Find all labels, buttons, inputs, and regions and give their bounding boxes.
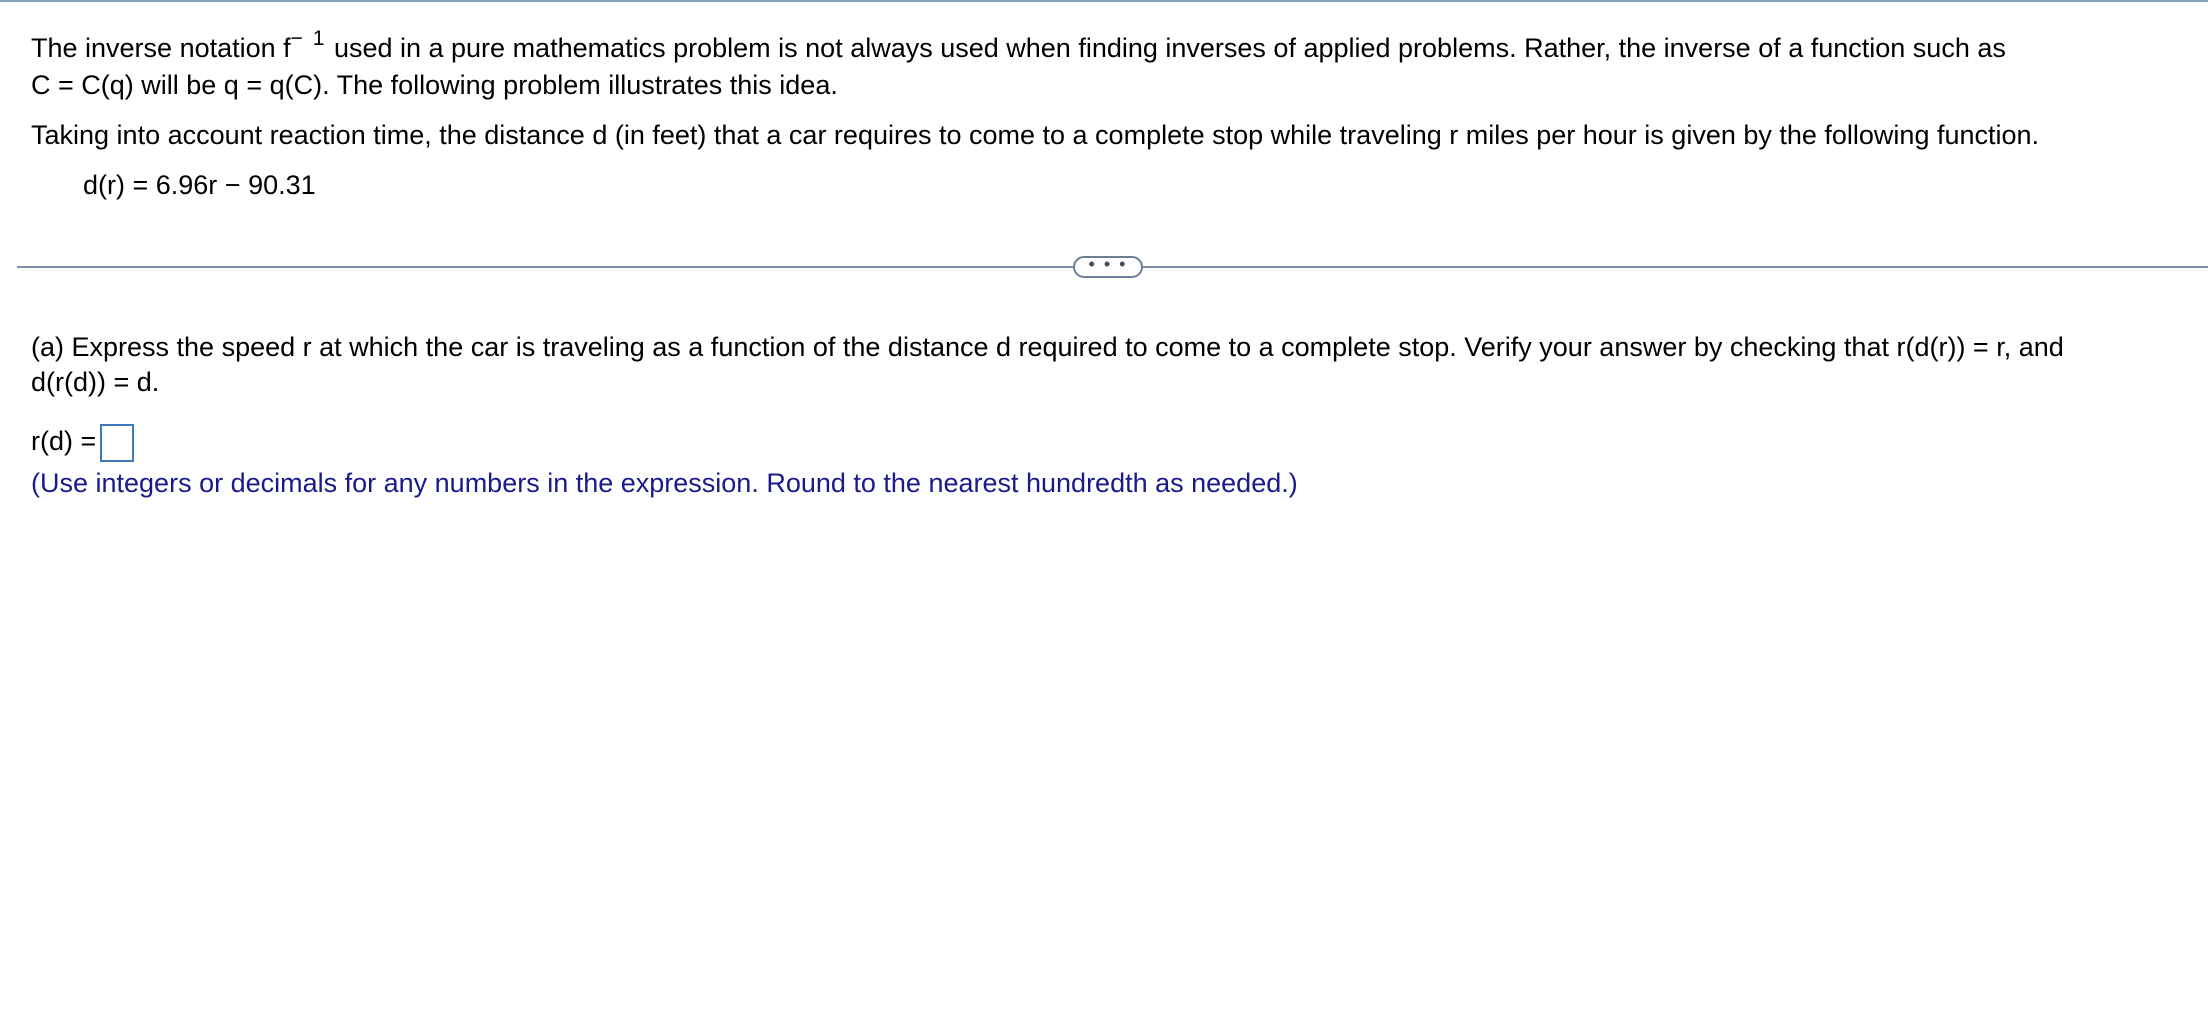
problem-statement: Taking into account reaction time, the distance d (in feet) that a car requires to come to a complete stop while traveling r miles per hour is given by the following function. — [31, 120, 2040, 150]
expand-more-button[interactable]: • • • — [1073, 256, 1143, 278]
top-border — [0, 0, 2208, 2]
intro-line-2: C = C(q) will be q = q(C). The following problem illustrates this idea. — [31, 70, 838, 100]
part-a-line-1: (a) Express the speed r at which the car is traveling as a function of the distance d required to come to a complete stop. Verify your answer by checking that r(d(r)) = r, and — [31, 332, 2064, 362]
answer-label: r(d) = — [31, 426, 97, 456]
inverse-superscript: − 1 — [290, 27, 327, 50]
answer-row — [31, 421, 134, 462]
answer-hint: (Use integers or decimals for any numbers in the expression. Round to the nearest hundredth as needed.) — [31, 468, 1298, 498]
part-a-question — [31, 330, 2064, 400]
intro-text-start: The inverse notation f — [31, 33, 291, 63]
part-a-line-2: d(r(d)) = d. — [31, 367, 160, 397]
distance-function: d(r) = 6.96r − 90.31 — [83, 170, 316, 200]
intro-paragraph — [31, 27, 2006, 103]
intro-line-1 — [31, 27, 2006, 68]
answer-input[interactable] — [100, 424, 134, 462]
intro-text-end: used in a pure mathematics problem is not always used when finding inverses of applied problems. Rather, the inverse of a function such as — [326, 33, 2006, 63]
